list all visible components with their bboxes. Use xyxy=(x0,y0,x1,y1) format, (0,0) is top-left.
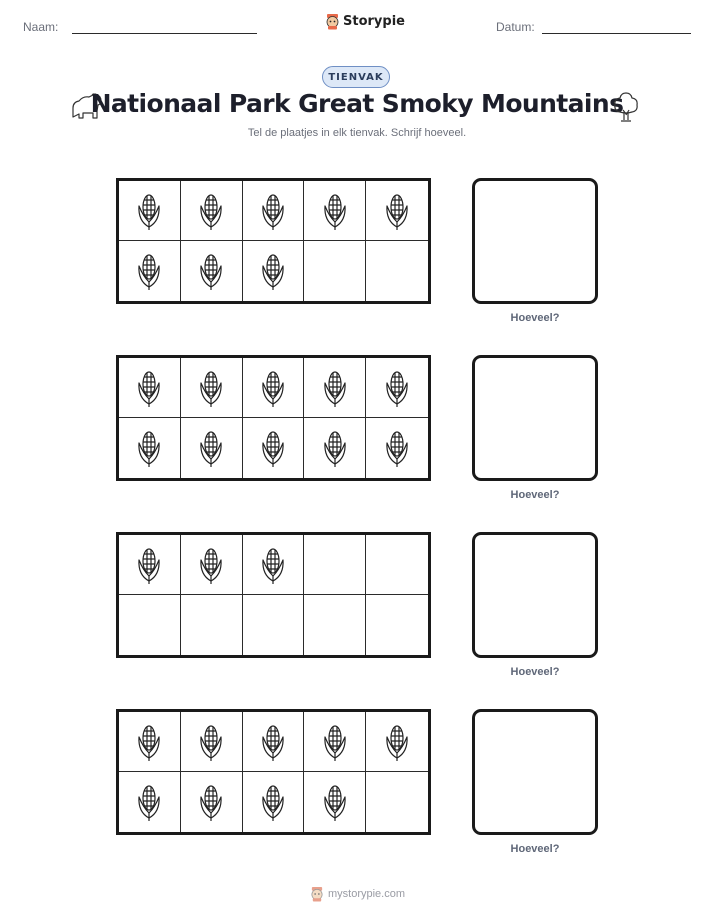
corn-icon xyxy=(258,722,288,762)
corn-icon xyxy=(382,191,412,231)
empty-cell xyxy=(366,772,428,832)
corn-icon xyxy=(258,251,288,291)
answer-prompt-2: Hoeveel? xyxy=(510,489,560,501)
filled-cell xyxy=(304,181,366,241)
corn-icon xyxy=(196,368,226,408)
filled-cell xyxy=(119,418,181,478)
corn-icon xyxy=(196,722,226,762)
date-label: Datum: xyxy=(496,20,535,34)
empty-cell xyxy=(181,595,243,655)
corn-icon xyxy=(134,782,164,822)
filled-cell xyxy=(119,358,181,418)
corn-icon xyxy=(134,722,164,762)
storypie-mascot-icon xyxy=(310,886,324,902)
empty-cell xyxy=(366,241,428,301)
filled-cell xyxy=(119,772,181,832)
corn-icon xyxy=(134,191,164,231)
filled-cell xyxy=(243,358,305,418)
filled-cell xyxy=(181,772,243,832)
filled-cell xyxy=(181,358,243,418)
filled-cell xyxy=(243,241,305,301)
filled-cell xyxy=(119,535,181,595)
filled-cell xyxy=(243,418,305,478)
brand-logo xyxy=(325,13,405,30)
filled-cell xyxy=(304,712,366,772)
filled-cell xyxy=(243,181,305,241)
corn-icon xyxy=(258,545,288,585)
filled-cell xyxy=(304,358,366,418)
corn-icon xyxy=(258,191,288,231)
filled-cell xyxy=(181,535,243,595)
answer-prompt-4: Hoeveel? xyxy=(510,843,560,855)
corn-icon xyxy=(382,722,412,762)
brand-name: Storypie xyxy=(343,14,405,29)
corn-icon xyxy=(320,428,350,468)
filled-cell xyxy=(304,772,366,832)
filled-cell xyxy=(366,712,428,772)
filled-cell xyxy=(181,181,243,241)
corn-icon xyxy=(258,368,288,408)
corn-icon xyxy=(134,545,164,585)
filled-cell xyxy=(181,418,243,478)
answer-box-1[interactable] xyxy=(472,178,598,304)
answer-prompt-1: Hoeveel? xyxy=(510,312,560,324)
name-label: Naam: xyxy=(23,20,59,34)
filled-cell xyxy=(243,772,305,832)
corn-icon xyxy=(382,368,412,408)
date-line[interactable] xyxy=(542,33,691,34)
filled-cell xyxy=(366,358,428,418)
answer-box-3[interactable] xyxy=(472,532,598,658)
empty-cell xyxy=(119,595,181,655)
ten-frame-4 xyxy=(116,709,431,835)
corn-icon xyxy=(320,782,350,822)
corn-icon xyxy=(196,191,226,231)
ten-frame-3 xyxy=(116,532,431,658)
filled-cell xyxy=(119,712,181,772)
filled-cell xyxy=(243,712,305,772)
corn-icon xyxy=(196,251,226,291)
name-line[interactable] xyxy=(72,33,257,34)
worksheet-title: Nationaal Park Great Smoky Mountains xyxy=(90,89,624,118)
corn-icon xyxy=(134,368,164,408)
filled-cell xyxy=(366,181,428,241)
empty-cell xyxy=(304,241,366,301)
filled-cell xyxy=(181,241,243,301)
ten-frame-2 xyxy=(116,355,431,481)
empty-cell xyxy=(243,595,305,655)
filled-cell xyxy=(366,418,428,478)
empty-cell xyxy=(366,535,428,595)
filled-cell xyxy=(119,241,181,301)
answer-box-4[interactable] xyxy=(472,709,598,835)
answer-prompt-3: Hoeveel? xyxy=(510,666,560,678)
empty-cell xyxy=(304,595,366,655)
empty-cell xyxy=(304,535,366,595)
ten-frame-1 xyxy=(116,178,431,304)
worksheet-instructions: Tel de plaatjes in elk tienvak. Schrijf hoeveel. xyxy=(247,127,467,139)
corn-icon xyxy=(320,722,350,762)
corn-icon xyxy=(196,782,226,822)
filled-cell xyxy=(243,535,305,595)
corn-icon xyxy=(134,251,164,291)
tree-icon xyxy=(612,91,640,123)
corn-icon xyxy=(258,782,288,822)
storypie-mascot-icon xyxy=(325,13,340,30)
corn-icon xyxy=(196,545,226,585)
corn-icon xyxy=(382,428,412,468)
corn-icon xyxy=(258,428,288,468)
filled-cell xyxy=(304,418,366,478)
answer-box-2[interactable] xyxy=(472,355,598,481)
corn-icon xyxy=(320,191,350,231)
empty-cell xyxy=(366,595,428,655)
corn-icon xyxy=(196,428,226,468)
worksheet-type-badge: TIENVAK xyxy=(322,66,390,88)
filled-cell xyxy=(119,181,181,241)
footer-url[interactable]: mystorypie.com xyxy=(328,888,406,900)
footer xyxy=(310,886,405,902)
corn-icon xyxy=(134,428,164,468)
filled-cell xyxy=(181,712,243,772)
corn-icon xyxy=(320,368,350,408)
